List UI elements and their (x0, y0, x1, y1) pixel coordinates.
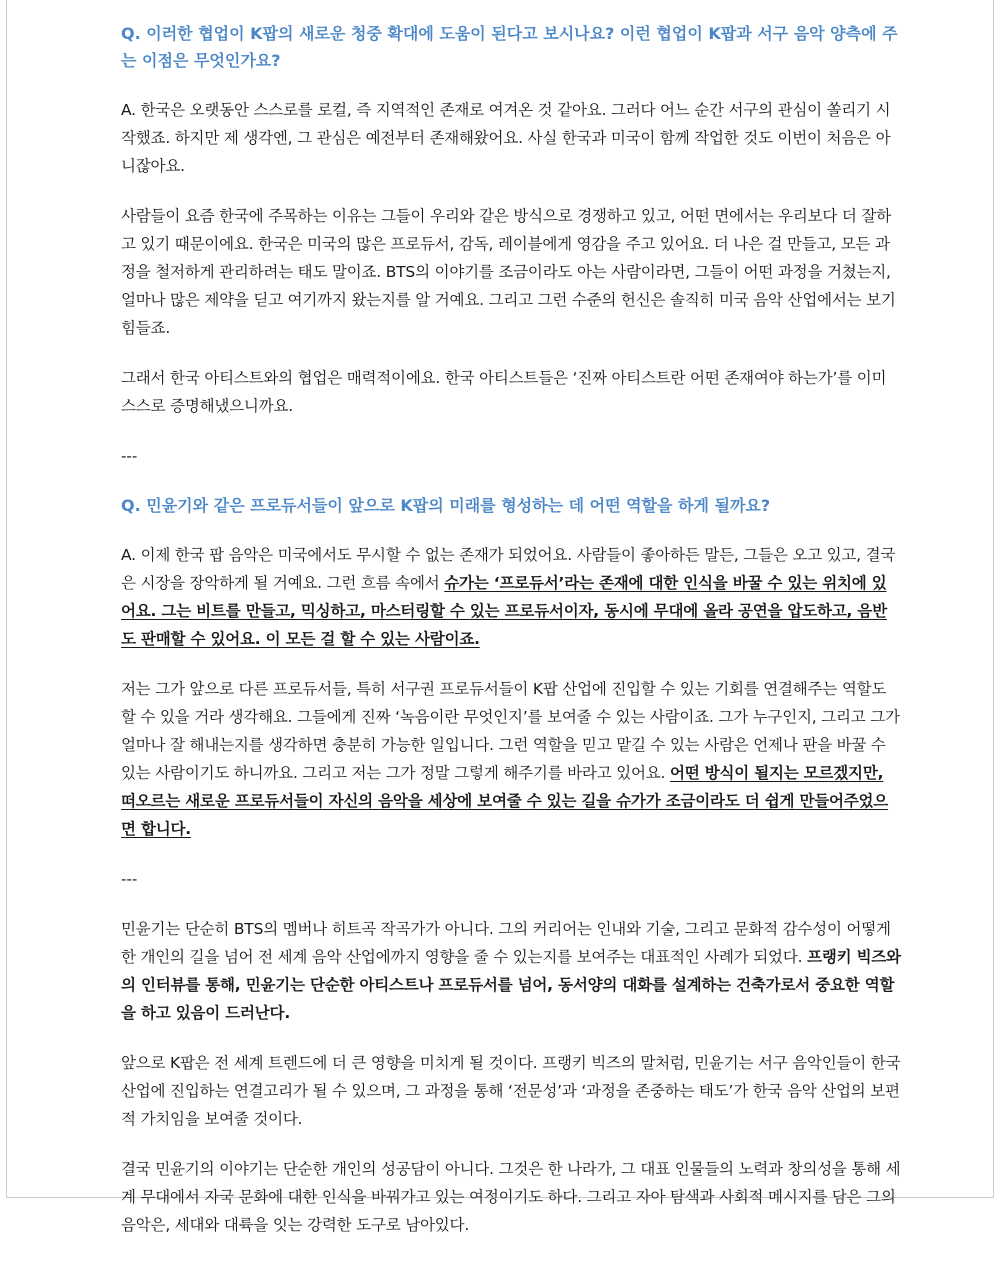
answer-2-paragraph-2 (121, 675, 901, 843)
article-body (121, 20, 901, 1261)
answer-1-paragraph-1: A. 한국은 오랫동안 스스로를 로컬, 즉 지역적인 존재로 여겨온 것 같아요. 그러다 어느 순간 서구의 관심이 쏠리기 시작했죠. 하지만 제 생각엔, 그 관심은 예전부터 존재해왔어요. 사실 한국과 미국이 함께 작업한 것도 이번이 처음은 아니잖아요. (121, 101, 891, 175)
answer-2-paragraph-1-text: A. 이제 한국 팝 음악은 미국에서도 무시할 수 없는 존재가 되었어요. 사람들이 좋아하든 말든, 그들은 오고 있고, 결국은 시장을 장악하게 될 거예요. 그런 흐름 속에서 (121, 546, 896, 592)
answer-1-paragraph-2: 사람들이 요즘 한국에 주목하는 이유는 그들이 우리와 같은 방식으로 경쟁하고 있고, 어떤 면에서는 우리보다 더 잘하고 있기 때문이에요. 한국은 미국의 많은 프로듀서, 감독, 레이블에게 영감을 주고 있어요. 더 나은 걸 만들고, 모든 과정을 철저하게 관리하려는 태도 말이죠. BTS의 이야기를 조금이라도 아는 사람이라면, 그들이 어떤 과정을 거쳤는지, 얼마나 많은 제약을 딛고 여기까지 왔는지를 알 거예요. 그리고 그런 수준의 헌신은 솔직히 미국 음악 산업에서는 보기 힘들죠. (121, 207, 896, 337)
document-page (6, 0, 994, 1234)
question-2: Q. 민윤기와 같은 프로듀서들이 앞으로 K팝의 미래를 형성하는 데 어떤 역할을 하게 될까요? (121, 496, 771, 515)
closing-paragraph-1-text: 민윤기는 단순히 BTS의 멤버나 히트곡 작곡가가 아니다. 그의 커리어는 인내와 기술, 그리고 문화적 감수성이 어떻게 한 개인의 길을 넘어 전 세계 음악 산업에까지 영향을 줄 수 있는지를 보여주는 대표적인 사례가 되었다. (121, 920, 891, 966)
answer-2-paragraph-1 (121, 541, 901, 653)
separator: --- (121, 447, 138, 465)
answer-2-paragraph-2-emphasis: 어떤 방식이 될지는 모르겠지만, 떠오르는 새로운 프로듀서들이 자신의 음악을 세상에 보여줄 수 있는 길을 슈가가 조금이라도 더 쉽게 만들어주었으면 합니다. (121, 764, 889, 838)
answer-1-paragraph-3: 그래서 한국 아티스트와의 협업은 매력적이에요. 한국 아티스트들은 ‘진짜 아티스트란 어떤 존재여야 하는가’를 이미 스스로 증명해냈으니까요. (121, 369, 887, 415)
answer-2-paragraph-2-text: 저는 그가 앞으로 다른 프로듀서들, 특히 서구권 프로듀서들이 K팝 산업에 진입할 수 있는 기회를 연결해주는 역할도 할 수 있을 거라 생각해요. 그들에게 진짜 ‘녹음이란 무엇인지’를 보여줄 수 있는 사람이죠. 그가 누구인지, 그리고 그가 얼마나 잘 해내는지를 생각하면 충분히 가능한 일입니다. 그런 역할을 믿고 맡길 수 있는 사람은 언제나 판을 바꿀 수 있는 사람이기도 하니까요. 그리고 저는 그가 정말 그렇게 해주기를 바라고 있어요. (121, 680, 900, 782)
closing-paragraph-1 (121, 915, 901, 1027)
answer-2-paragraph-1-emphasis: 슈가는 ‘프로듀서’라는 존재에 대한 인식을 바꿀 수 있는 위치에 있어요. 그는 비트를 만들고, 믹싱하고, 마스터링할 수 있는 프로듀서이자, 동시에 무대에 올라 공연을 압도하고, 음반도 판매할 수 있어요. 이 모든 걸 할 수 있는 사람이죠. (121, 574, 887, 648)
question-1: Q. 이러한 협업이 K팝의 새로운 청중 확대에 도움이 된다고 보시나요? 이런 협업이 K팝과 서구 음악 양측에 주는 이점은 무엇인가요? (121, 24, 898, 70)
separator: --- (121, 870, 138, 888)
closing-paragraph-3: 결국 민윤기의 이야기는 단순한 개인의 성공담이 아니다. 그것은 한 나라가, 그 대표 인물들의 노력과 창의성을 통해 세계 무대에서 자국 문화에 대한 인식을 바꿔가고 있는 여정이기도 하다. 그리고 자아 탐색과 사회적 메시지를 담은 그의 음악은, 세대와 대륙을 잇는 강력한 도구로 남아있다. (121, 1160, 901, 1234)
closing-paragraph-2: 앞으로 K팝은 전 세계 트렌드에 더 큰 영향을 미치게 될 것이다. 프랭키 빅즈의 말처럼, 민윤기는 서구 음악인들이 한국 산업에 진입하는 연결고리가 될 수 있으며, 그 과정을 통해 ‘전문성’과 ‘과정을 존중하는 태도’가 한국 음악 산업의 보편적 가치임을 보여줄 것이다. (121, 1054, 901, 1128)
closing-paragraph-1-bold: 프랭키 빅즈와의 인터뷰를 통해, 민윤기는 단순한 아티스트나 프로듀서를 넘어, 동서양의 대화를 설계하는 건축가로서 중요한 역할을 하고 있음이 드러난다. (121, 948, 901, 1022)
